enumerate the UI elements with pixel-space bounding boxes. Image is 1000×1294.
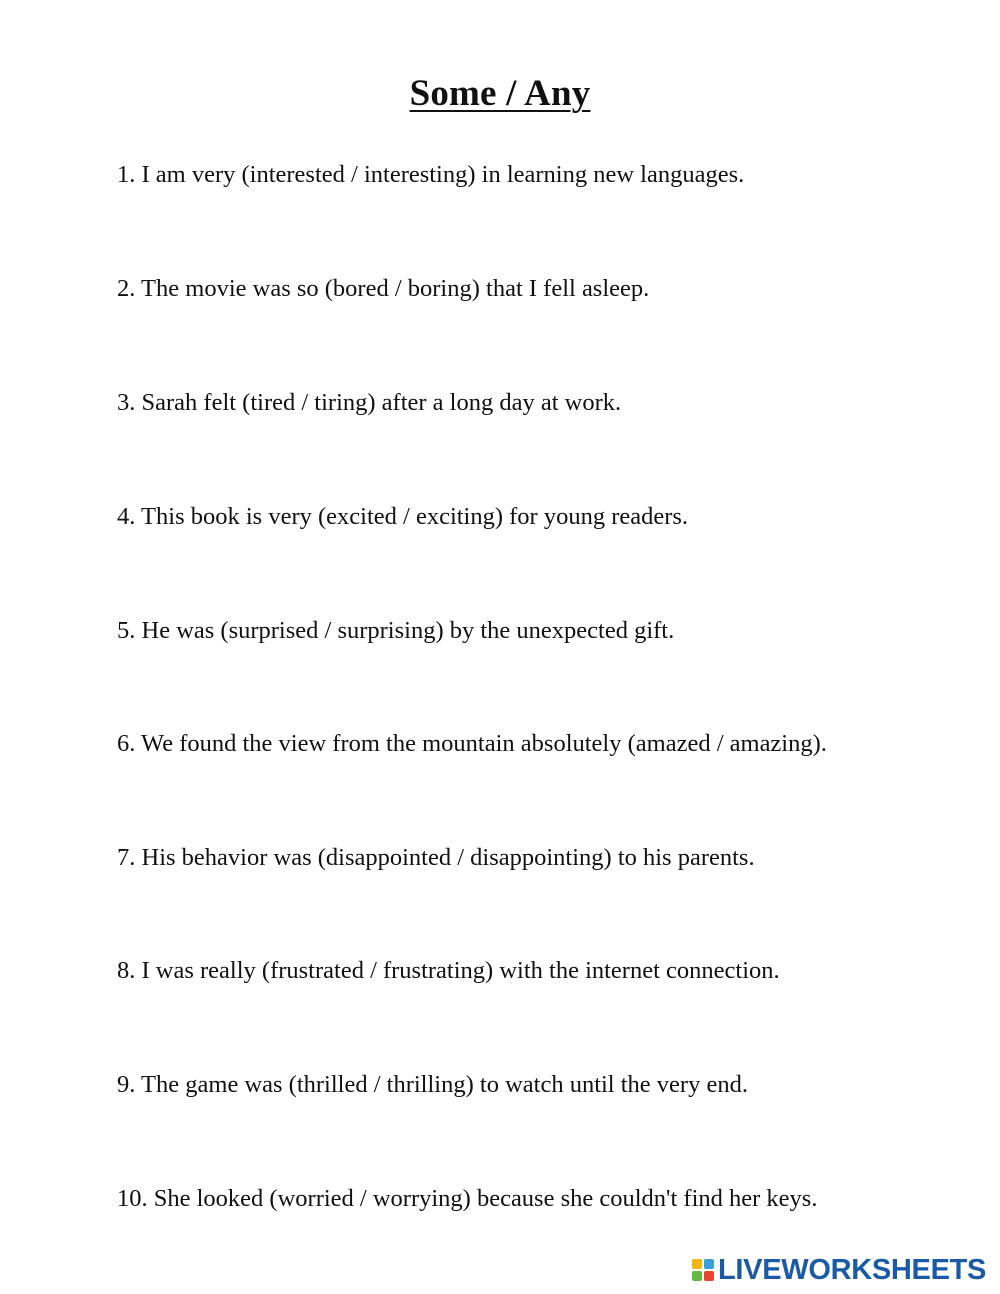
- question-2: 2. The movie was so (bored / boring) that I fell asleep.: [117, 275, 650, 302]
- question-1: 1. I am very (interested / interesting) in learning new languages.: [117, 161, 745, 188]
- question-10: 10. She looked (worried / worrying) because she couldn't find her keys.: [117, 1185, 818, 1212]
- question-5: 5. He was (surprised / surprising) by the unexpected gift.: [117, 617, 675, 644]
- logo-tile-1: [692, 1259, 702, 1269]
- brand-name: LIVEWORKSHEETS: [718, 1253, 987, 1286]
- question-8: 8. I was really (frustrated / frustrating) with the internet connection.: [117, 957, 780, 984]
- logo-tile-3: [692, 1271, 702, 1281]
- logo-tile-2: [704, 1259, 714, 1269]
- worksheet-title: Some / Any: [409, 73, 591, 114]
- liveworksheets-logo-icon: [692, 1259, 714, 1281]
- question-9: 9. The game was (thrilled / thrilling) to watch until the very end.: [117, 1071, 748, 1098]
- question-6: 6. We found the view from the mountain absolutely (amazed / amazing).: [117, 730, 827, 757]
- question-7: 7. His behavior was (disappointed / disappointing) to his parents.: [117, 844, 755, 871]
- liveworksheets-brand[interactable]: [692, 1253, 987, 1286]
- logo-tile-4: [704, 1271, 714, 1281]
- question-3: 3. Sarah felt (tired / tiring) after a long day at work.: [117, 389, 622, 416]
- question-4: 4. This book is very (excited / exciting) for young readers.: [117, 503, 689, 530]
